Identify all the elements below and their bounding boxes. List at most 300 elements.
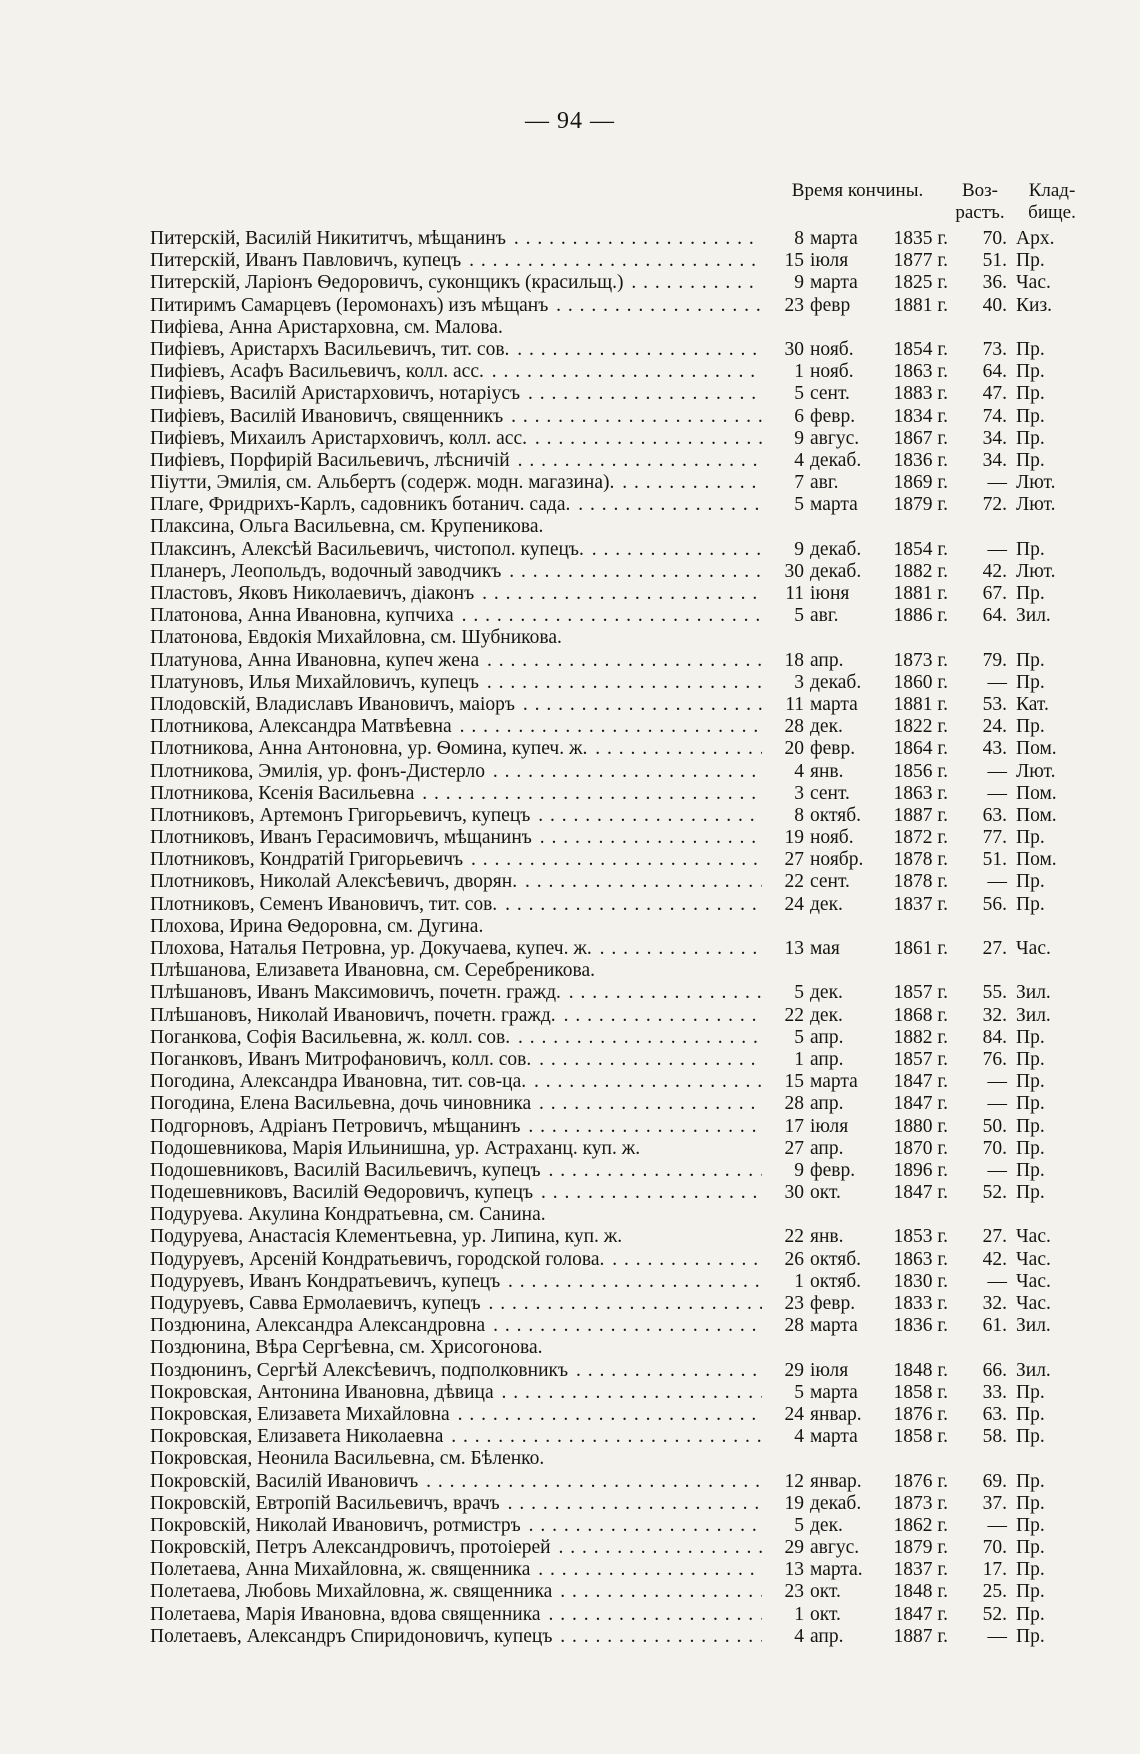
entry-age: 25. [982, 1581, 1007, 1603]
entry-name-text: Полетаева, Марія Ивановна, вдова священника [150, 1603, 541, 1625]
register-entry [150, 871, 1090, 893]
entry-cemetery: Пр. [1016, 1625, 1045, 1647]
entry-month: февр [810, 294, 851, 316]
entry-day: 27 [762, 1138, 804, 1160]
entry-name-text: Платонова, Анна Ивановна, купчиха [150, 605, 454, 627]
entry-cemetery: Час. [1016, 1226, 1051, 1248]
entry-name [150, 761, 765, 783]
entry-age: 34. [982, 427, 1007, 449]
entry-year: 1847 г. [893, 1071, 948, 1093]
entry-day: 1 [762, 1271, 804, 1293]
entry-month: марта [810, 494, 858, 516]
entry-age: 70. [982, 1537, 1007, 1559]
entry-name-text: Плотниковъ, Семенъ Ивановичъ, тит. сов. [150, 893, 498, 915]
entry-month: апр. [810, 1026, 844, 1048]
entry-age: 58. [982, 1426, 1007, 1448]
entry-month: сент. [810, 383, 850, 405]
entry-cemetery: Пр. [1016, 1426, 1045, 1448]
entry-month: янв. [810, 1226, 844, 1248]
entry-name [150, 583, 765, 605]
entry-day: 22 [762, 1005, 804, 1027]
column-headers [0, 180, 1140, 228]
entry-month: сент. [810, 782, 850, 804]
entry-year: 1856 г. [893, 760, 948, 782]
entry-age: 51. [982, 849, 1007, 871]
entry-cemetery: Пр. [1016, 383, 1045, 405]
entry-cemetery: Пр. [1016, 1514, 1045, 1536]
register-entry [150, 272, 1090, 294]
entry-name [150, 561, 765, 583]
entry-name [150, 1537, 765, 1559]
entry-year: 1830 г. [893, 1270, 948, 1292]
entry-name [150, 1071, 765, 1093]
entry-name [150, 494, 765, 516]
entry-year: 1881 г. [893, 693, 948, 715]
entry-cemetery: Пом. [1016, 782, 1057, 804]
entry-name [150, 272, 765, 294]
entry-day: 5 [762, 494, 804, 516]
entry-day: 19 [762, 827, 804, 849]
entry-name-text: Пифіевъ, Асафъ Васильевичъ, колл. асс. [150, 361, 484, 383]
register-entry [150, 1604, 1090, 1626]
entry-month: мая [810, 938, 840, 959]
entry-name-text: Плаксинъ, Алексѣй Васильевичъ, чистопол. купецъ. [150, 538, 584, 560]
entry-day: 5 [762, 1515, 804, 1537]
entry-name [150, 1448, 910, 1470]
entry-age: 17. [982, 1559, 1007, 1581]
entry-age: 40. [982, 294, 1007, 316]
entry-age: 73. [982, 338, 1007, 360]
entry-month: авгус. [810, 427, 860, 449]
entry-day: 12 [762, 1471, 804, 1493]
entry-name-text: Питиримъ Самарцевъ (Іеромонахъ) изъ мѣщанъ [150, 294, 549, 316]
entry-month: окт. [810, 1182, 841, 1204]
entry-day: 27 [762, 849, 804, 871]
register-entry [150, 650, 1090, 672]
register-entry [150, 1493, 1090, 1515]
page-number: — 94 — [525, 108, 615, 134]
entry-year: 1863 г. [893, 361, 948, 383]
entry-day: 9 [762, 272, 804, 294]
entry-cemetery: Пр. [1016, 1182, 1045, 1204]
entry-name-text: Планеръ, Леопольдъ, водочный заводчикъ [150, 560, 502, 582]
entry-name [150, 1471, 765, 1493]
entry-day: 29 [762, 1360, 804, 1382]
entry-cemetery: Лют. [1016, 472, 1056, 494]
entry-name-text: Подешевниковъ, Василій Ѳедоровичъ, купецъ [150, 1182, 534, 1204]
entry-name [150, 916, 910, 938]
entry-name [150, 672, 765, 694]
entry-day: 30 [762, 561, 804, 583]
entry-cemetery: Пр. [1016, 538, 1045, 560]
entry-cemetery: Час. [1016, 1270, 1051, 1292]
entry-age: 63. [982, 1403, 1007, 1425]
entry-name-text: Пифіевъ, Василій Ивановичъ, священникъ [150, 405, 504, 427]
entry-day: 24 [762, 1404, 804, 1426]
entry-cemetery: Пр. [1016, 1581, 1045, 1603]
entry-name-text: Плѣшановъ, Иванъ Максимовичъ, почетн. гражд. [150, 982, 561, 1004]
register-entry [150, 849, 1090, 871]
entry-year: 1887 г. [893, 1625, 948, 1647]
entry-cemetery: Пр. [1016, 871, 1045, 893]
entry-name [150, 450, 765, 472]
entry-year: 1882 г. [893, 560, 948, 582]
entry-day: 18 [762, 650, 804, 672]
entry-month: марта. [810, 1559, 863, 1581]
register-entry [150, 1116, 1090, 1138]
entry-cemetery: Пом. [1016, 804, 1057, 826]
entry-day: 6 [762, 406, 804, 428]
entry-name-text: Плотникова, Ксенія Васильевна [150, 782, 415, 804]
entry-year: 1857 г. [893, 982, 948, 1004]
entry-name [150, 783, 765, 805]
entry-age: — [987, 1093, 1007, 1115]
entry-name-text: Питерскій, Василій Никититчъ, мѣщанинъ [150, 228, 506, 249]
entry-name-text: Подуруевъ, Иванъ Кондратьевичъ, купецъ [150, 1270, 501, 1292]
register-entry [150, 539, 1090, 561]
entry-name [150, 894, 765, 916]
register-entry [150, 672, 1090, 694]
entry-name-text: Полетаева, Анна Михайловна, ж. священника [150, 1559, 531, 1581]
entry-cemetery: Пр. [1016, 583, 1045, 604]
entry-name [150, 738, 765, 760]
entry-name [150, 650, 765, 672]
entry-month: марта [810, 1071, 858, 1093]
entry-month: дек. [810, 982, 843, 1004]
entry-age: 74. [982, 405, 1007, 427]
entry-name-text: Покровская, Неонила Васильевна, см. Бѣленко. [150, 1448, 545, 1470]
entry-age: — [987, 1514, 1007, 1536]
entry-year: 1858 г. [893, 1426, 948, 1448]
entry-name-text: Плотниковъ, Артемонъ Григорьевичъ, купецъ [150, 804, 531, 826]
register-entry [150, 1249, 1090, 1271]
register-entry [150, 1071, 1090, 1093]
entry-name [150, 1160, 765, 1182]
entry-month: марта [810, 272, 858, 294]
entry-cemetery: Пр. [1016, 1492, 1045, 1514]
register-entry [150, 295, 1090, 317]
register-entry [150, 1226, 1090, 1248]
entry-name-text: Платуновъ, Илья Михайловичъ, купецъ [150, 671, 479, 693]
register-entry [150, 805, 1090, 827]
entry-name [150, 605, 765, 627]
entry-month: декаб. [810, 560, 862, 582]
entry-cemetery: Час. [1016, 1248, 1051, 1270]
entry-age: 55. [982, 982, 1007, 1004]
header-age: Воз-растъ. [955, 180, 1005, 223]
entry-cemetery: Пр. [1016, 1071, 1045, 1093]
entry-age: — [987, 472, 1007, 494]
register-entry [150, 960, 1090, 982]
entry-year: 1854 г. [893, 338, 948, 360]
entry-day: 7 [762, 472, 804, 494]
entry-cemetery: Пом. [1016, 738, 1057, 760]
entry-day: 5 [762, 605, 804, 627]
entry-day: 5 [762, 383, 804, 405]
entry-cemetery: Час. [1016, 272, 1051, 294]
register-entry [150, 339, 1090, 361]
entry-year: 1858 г. [893, 1381, 948, 1403]
entry-year: 1872 г. [893, 827, 948, 849]
entry-day: 26 [762, 1249, 804, 1271]
entry-name [150, 1293, 765, 1315]
entry-name-text: Полетаевъ, Александръ Спиридоновичъ, купецъ [150, 1625, 553, 1647]
entry-year: 1854 г. [893, 538, 948, 560]
entry-year: 1870 г. [893, 1137, 948, 1159]
entry-name-text: Пифіевъ, Василій Аристарховичъ, нотаріусъ [150, 383, 521, 405]
entry-name [150, 1515, 765, 1537]
entry-name [150, 1315, 765, 1337]
entry-name-text: Подуруевъ, Арсеній Кондратьевичъ, городской голова. [150, 1248, 605, 1270]
register-entry [150, 1448, 1090, 1470]
entry-cemetery: Час. [1016, 1293, 1051, 1314]
entry-month: октяб. [810, 804, 861, 826]
entry-age: 64. [982, 605, 1007, 627]
entry-year: 1836 г. [893, 1315, 948, 1337]
entry-name [150, 228, 765, 250]
entry-cemetery: Пр. [1016, 449, 1045, 471]
register-entry [150, 583, 1090, 605]
register-entry [150, 761, 1090, 783]
entry-month: январ. [810, 1470, 862, 1492]
entry-cemetery: Пр. [1016, 1603, 1045, 1625]
register-entry [150, 428, 1090, 450]
entry-cemetery: Пр. [1016, 1115, 1045, 1137]
entry-cemetery: Пр. [1016, 649, 1045, 671]
entry-name [150, 1604, 765, 1626]
entry-month: марта [810, 1426, 858, 1448]
entry-name-text: Подошевникова, Марія Ильинишна, ур. Астраханц. куп. ж. [150, 1137, 641, 1159]
entry-month: дек. [810, 1004, 843, 1026]
entry-cemetery: Пр. [1016, 1537, 1045, 1559]
entry-name-text: Поздюнина, Александра Александровна [150, 1315, 486, 1337]
entry-month: декаб. [810, 1492, 862, 1514]
entry-age: 67. [982, 583, 1007, 604]
entry-year: 1896 г. [893, 1159, 948, 1181]
entry-month: февр. [810, 405, 856, 427]
entry-name [150, 383, 765, 405]
entry-day: 1 [762, 1049, 804, 1071]
entry-name-text: Плохова, Наталья Петровна, ур. Докучаева, купеч. ж. [150, 938, 592, 959]
entry-cemetery: Пр. [1016, 338, 1045, 360]
register-entry [150, 1204, 1090, 1226]
entry-year: 1879 г. [893, 1537, 948, 1559]
entry-month: іюля [810, 1115, 849, 1137]
register-entry [150, 1293, 1090, 1315]
entry-month: дек. [810, 1514, 843, 1536]
entry-year: 1847 г. [893, 1603, 948, 1625]
entry-cemetery: Пр. [1016, 361, 1045, 383]
register-entry [150, 783, 1090, 805]
entry-day: 5 [762, 1027, 804, 1049]
entry-day: 11 [762, 583, 804, 605]
entry-month: іюня [810, 583, 850, 604]
entry-name-text: Питерскій, Иванъ Павловичъ, купецъ [150, 250, 462, 272]
entry-month: марта [810, 228, 858, 249]
entry-age: 32. [982, 1293, 1007, 1314]
register-entry [150, 1182, 1090, 1204]
entry-age: 56. [982, 893, 1007, 915]
entry-name [150, 1493, 765, 1515]
entry-age: — [987, 1159, 1007, 1181]
entry-cemetery: Час. [1016, 938, 1051, 959]
register-entry [150, 694, 1090, 716]
entry-name-text: Платонова, Евдокія Михайловна, см. Шубникова. [150, 627, 562, 649]
entry-month: окт. [810, 1603, 841, 1625]
entry-day: 23 [762, 295, 804, 317]
entry-name [150, 295, 765, 317]
entry-name-text: Покровскій, Николай Ивановичъ, ротмистръ [150, 1514, 521, 1536]
register-entry [150, 1471, 1090, 1493]
entry-name-text: Питерскій, Ларіонъ Ѳедоровичъ, суконщикъ (красильщ.) [150, 272, 624, 294]
entry-cemetery: Пр. [1016, 827, 1045, 849]
register-entry [150, 1138, 1090, 1160]
entry-age: — [987, 782, 1007, 804]
header-time-of-death: Время кончины. [791, 180, 924, 201]
entry-month: іюля [810, 250, 849, 272]
entry-year: 1848 г. [893, 1359, 948, 1381]
entry-name-text: Покровскій, Петръ Александровичъ, протоіерей [150, 1537, 551, 1559]
entry-year: 1878 г. [893, 849, 948, 871]
entry-year: 1833 г. [893, 1293, 948, 1314]
entry-name [150, 1249, 765, 1271]
entry-month: авг. [810, 472, 839, 494]
entry-day: 9 [762, 539, 804, 561]
entry-name-text: Покровская, Антонина Ивановна, дѣвица [150, 1381, 494, 1403]
entry-year: 1882 г. [893, 1026, 948, 1048]
entry-name-text: Подуруева. Акулина Кондратьевна, см. Санина. [150, 1204, 546, 1226]
entry-age: 33. [982, 1381, 1007, 1403]
register-entry [150, 1093, 1090, 1115]
entry-day: 28 [762, 1315, 804, 1337]
entry-month: авгус. [810, 1537, 860, 1559]
entry-day: 22 [762, 1226, 804, 1248]
register-entry [150, 1160, 1090, 1182]
entry-age: 53. [982, 693, 1007, 715]
register-entry [150, 494, 1090, 516]
entry-cemetery: Лют. [1016, 760, 1056, 782]
entry-month: марта [810, 1315, 858, 1337]
register-entry [150, 1271, 1090, 1293]
entry-name-text: Покровская, Елизавета Михайловна [150, 1403, 450, 1425]
entry-age: 43. [982, 738, 1007, 760]
entry-year: 1847 г. [893, 1182, 948, 1204]
entry-day: 4 [762, 450, 804, 472]
entry-cemetery: Зил. [1016, 605, 1051, 627]
entry-age: 76. [982, 1048, 1007, 1070]
entry-age: 32. [982, 1004, 1007, 1026]
register-entry [150, 1027, 1090, 1049]
entry-name [150, 250, 765, 272]
entry-day: 11 [762, 694, 804, 716]
entry-day: 17 [762, 1116, 804, 1138]
entry-day: 30 [762, 339, 804, 361]
entry-name-text: Пифіева, Анна Аристарховна, см. Малова. [150, 316, 503, 338]
entry-name [150, 1093, 765, 1115]
entry-name [150, 1360, 765, 1382]
entry-year: 1880 г. [893, 1115, 948, 1137]
entry-month: дек. [810, 716, 843, 738]
entry-name [150, 1559, 765, 1581]
entry-cemetery: Лют. [1016, 494, 1056, 516]
entry-month: окт. [810, 1581, 841, 1603]
entry-day: 8 [762, 228, 804, 250]
entry-day: 19 [762, 1493, 804, 1515]
entry-year: 1876 г. [893, 1403, 948, 1425]
entry-year: 1837 г. [893, 1559, 948, 1581]
entry-name [150, 1337, 910, 1359]
entry-year: 1834 г. [893, 405, 948, 427]
entry-day: 3 [762, 672, 804, 694]
register-entry [150, 561, 1090, 583]
entry-month: февр. [810, 1293, 856, 1314]
register-entry [150, 450, 1090, 472]
entry-month: нояб. [810, 827, 854, 849]
register-entry [150, 317, 1090, 339]
entry-name [150, 1204, 910, 1226]
entry-age: 77. [982, 827, 1007, 849]
entry-month: апр. [810, 1137, 844, 1159]
entry-cemetery: Пр. [1016, 1381, 1045, 1403]
entry-age: 27. [982, 1226, 1007, 1248]
entry-month: декаб. [810, 671, 862, 693]
entry-day: 3 [762, 783, 804, 805]
entry-day: 28 [762, 1093, 804, 1115]
entry-cemetery: Пр. [1016, 893, 1045, 915]
entry-name-text: Плотниковъ, Кондратій Григорьевичъ [150, 849, 464, 871]
entry-age: — [987, 1625, 1007, 1647]
entry-month: апр. [810, 1093, 844, 1115]
entry-month: іюля [810, 1359, 849, 1381]
entry-month: марта [810, 1381, 858, 1403]
entry-name [150, 694, 765, 716]
register-entry [150, 1559, 1090, 1581]
entry-name-text: Плаксина, Ольга Васильевна, см. Крупеникова. [150, 516, 544, 538]
entry-name [150, 428, 765, 450]
entry-day: 4 [762, 761, 804, 783]
entry-day: 22 [762, 871, 804, 893]
entry-cemetery: Пр. [1016, 1048, 1045, 1070]
entry-day: 1 [762, 361, 804, 383]
entry-year: 1822 г. [893, 716, 948, 738]
entry-day: 24 [762, 894, 804, 916]
register-entry [150, 938, 1090, 960]
entry-day: 20 [762, 738, 804, 760]
entry-year: 1886 г. [893, 605, 948, 627]
entry-month: авг. [810, 605, 839, 627]
entry-age: 70. [982, 228, 1007, 249]
entry-age: 51. [982, 250, 1007, 272]
entry-year: 1876 г. [893, 1470, 948, 1492]
entry-cemetery: Пр. [1016, 250, 1045, 272]
entry-name [150, 716, 765, 738]
entry-age: 61. [982, 1315, 1007, 1337]
entry-month: декаб. [810, 538, 862, 560]
burial-register-list [150, 228, 1090, 1648]
entry-cemetery: Пр. [1016, 405, 1045, 427]
entry-year: 1869 г. [893, 472, 948, 494]
register-entry [150, 827, 1090, 849]
entry-name [150, 406, 765, 428]
entry-year: 1848 г. [893, 1581, 948, 1603]
entry-year: 1887 г. [893, 804, 948, 826]
entry-name [150, 361, 765, 383]
entry-name-text: Поздюнинъ, Сергѣй Алексѣевичъ, подполковникъ [150, 1359, 569, 1381]
entry-name-text: Подуруевъ, Савва Ермолаевичъ, купецъ [150, 1293, 481, 1314]
entry-name [150, 1116, 765, 1138]
entry-age: 63. [982, 804, 1007, 826]
entry-name [150, 1581, 765, 1603]
